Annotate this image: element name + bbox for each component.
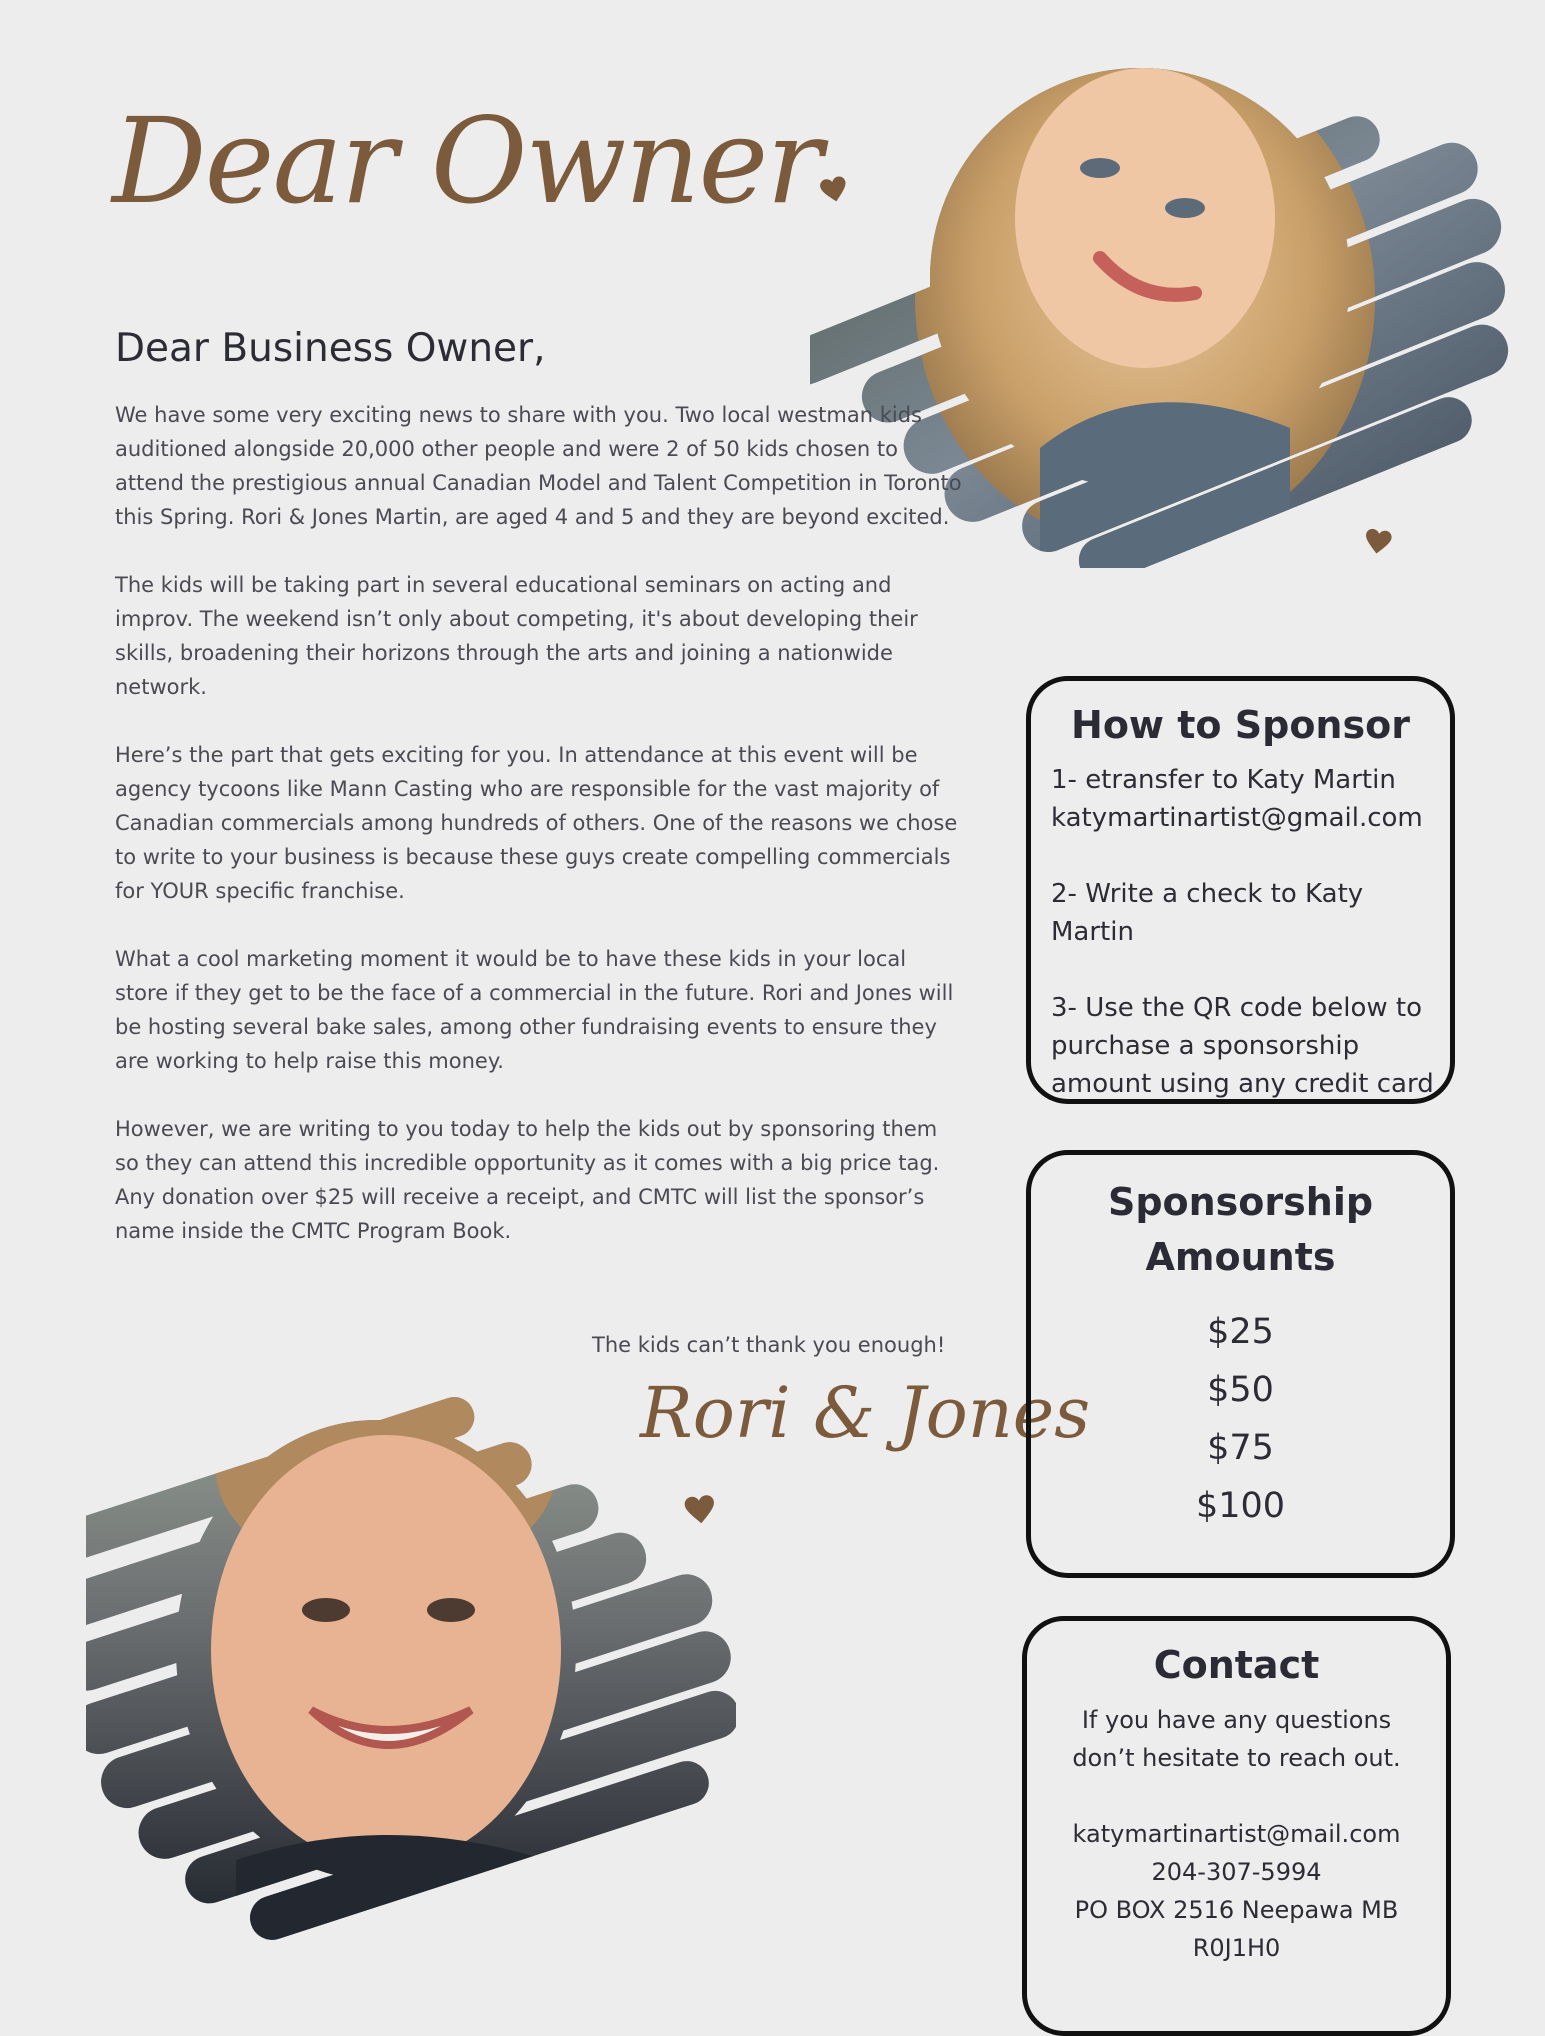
contact-title: Contact bbox=[1153, 1643, 1320, 1687]
contact-address: PO BOX 2516 Neepawa MB bbox=[1074, 1896, 1399, 1924]
amount-item: $75 bbox=[1207, 1428, 1274, 1468]
letter-body bbox=[115, 398, 965, 1282]
paragraph: However, we are writing to you today to help the kids out by sponsoring them so they can attend this incredible opportunity as it comes with a big price tag. Any donation over $25 will receive a receipt, and CMTC will list the sponsor’s name inside the CMTC Program Book. bbox=[115, 1117, 940, 1243]
contact-line: If you have any questions bbox=[1081, 1706, 1392, 1734]
signature: Rori & Jones bbox=[640, 1372, 1091, 1454]
boy-portrait-photo bbox=[86, 1360, 736, 1940]
sponsorship-amounts-title bbox=[1031, 1175, 1450, 1285]
amount-item: $25 bbox=[1207, 1312, 1274, 1352]
title-line: Sponsorship bbox=[1107, 1180, 1374, 1224]
contact-email[interactable]: katymartinartist@mail.com bbox=[1072, 1820, 1401, 1848]
amount-item: $100 bbox=[1195, 1486, 1286, 1526]
contact-postal-code: R0J1H0 bbox=[1192, 1934, 1281, 1962]
paragraph: We have some very exciting news to share with you. Two local westman kids auditioned alongside 20,000 other people and were 2 of 50 kids chosen to attend the prestigious annual Canadian Model and Talent Competition in Toronto this Spring. Rori & Jones Martin, are aged 4 and 5 and they are beyond excited. bbox=[115, 403, 962, 529]
sponsor-step-line: 3- Use the QR code below to bbox=[1051, 993, 1422, 1023]
sponsorship-amounts-card bbox=[1026, 1150, 1455, 1578]
amount-item: $50 bbox=[1207, 1370, 1274, 1410]
how-to-sponsor-card bbox=[1026, 676, 1455, 1104]
sponsor-step-line: amount using any credit card bbox=[1051, 1069, 1434, 1099]
greeting: Dear Business Owner, bbox=[115, 326, 546, 371]
paragraph: The kids will be taking part in several educational seminars on acting and improv. The weekend isn’t only about competing, it's about developing their skills, broadening their horizons through the arts and joining a nationwide network. bbox=[115, 573, 918, 699]
spacer-line bbox=[1051, 837, 1450, 875]
how-to-sponsor-title: How to Sponsor bbox=[1071, 703, 1410, 747]
sponsor-step-line: purchase a sponsorship bbox=[1051, 1031, 1360, 1061]
sponsor-step-line: 2- Write a check to Katy Martin bbox=[1051, 879, 1364, 947]
spacer-line bbox=[1051, 951, 1450, 989]
sponsor-step-line: 1- etransfer to Katy Martin bbox=[1051, 765, 1396, 795]
paragraph: Here’s the part that gets exciting for you. In attendance at this event will be agency tycoons like Mann Casting who are responsible for the vast majority of Canadian commercials among hundreds of others. One of the reasons we chose to write to your business is because these guys create compelling commercials for YOUR specific franchise. bbox=[115, 743, 958, 903]
title-line: Amounts bbox=[1145, 1235, 1336, 1279]
paragraph: What a cool marketing moment it would be to have these kids in your local store if they get to be the face of a commercial in the future. Rori and Jones will be hosting several bake sales, among other fundraising events to ensure they are working to help raise this money. bbox=[115, 947, 954, 1073]
thanks-line: The kids can’t thank you enough! bbox=[592, 1333, 946, 1357]
contact-phone[interactable]: 204-307-5994 bbox=[1151, 1858, 1322, 1886]
script-title: Dear Owner bbox=[112, 92, 821, 230]
contact-line: don’t hesitate to reach out. bbox=[1072, 1744, 1401, 1772]
sponsor-email[interactable]: katymartinartist@gmail.com bbox=[1051, 803, 1423, 833]
contact-card bbox=[1022, 1616, 1451, 2036]
spacer-line bbox=[1027, 1777, 1446, 1815]
